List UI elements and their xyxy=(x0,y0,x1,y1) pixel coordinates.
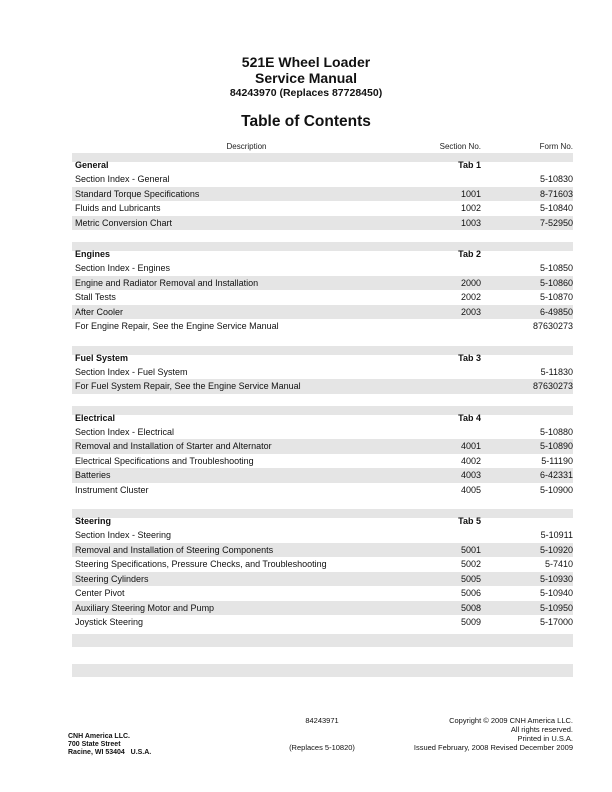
row-section-no xyxy=(421,172,481,187)
footer-replaces: (Replaces 5-10820) xyxy=(289,743,355,752)
section-header-form-blank xyxy=(481,249,573,261)
toc-row xyxy=(72,572,573,587)
toc-row xyxy=(72,439,573,454)
row-section-no: 4005 xyxy=(460,484,481,495)
section-header-row xyxy=(72,353,573,365)
toc-row xyxy=(72,586,573,601)
row-description: Batteries xyxy=(75,470,111,480)
section-name: Electrical xyxy=(75,412,116,423)
row-section-no: 5002 xyxy=(460,559,481,569)
row-section-no: 5006 xyxy=(460,588,481,598)
row-form-no: 5-10911 xyxy=(540,530,573,540)
toc-row xyxy=(72,187,573,202)
row-section-no: 1003 xyxy=(460,217,481,228)
row-section-no xyxy=(421,379,481,394)
toc-section-fuel-system xyxy=(72,346,573,394)
column-header-form-no: Form No. xyxy=(539,142,573,151)
toc-row xyxy=(72,454,573,469)
row-description: After Cooler xyxy=(75,306,124,317)
row-section-no: 1001 xyxy=(460,188,481,199)
row-description: Standard Torque Specifications xyxy=(75,188,200,199)
footer-company-line: Racine, WI 53404 U.S.A. xyxy=(68,749,152,756)
toc-section-electrical xyxy=(72,406,573,498)
row-form-no: 5-11830 xyxy=(540,366,573,377)
row-section-no xyxy=(421,365,481,380)
row-section-no xyxy=(421,528,481,543)
section-tab-label: Tab 4 xyxy=(458,412,481,423)
row-section-no: 4001 xyxy=(460,441,481,451)
toc-table xyxy=(72,142,573,677)
section-header-row xyxy=(72,249,573,261)
toc-row xyxy=(72,276,573,291)
row-section-no xyxy=(421,425,481,440)
column-header-row xyxy=(72,142,573,153)
toc-section-general xyxy=(72,153,573,230)
row-section-no: 1002 xyxy=(460,203,481,213)
manual-title-line2: Service Manual xyxy=(255,70,357,86)
toc-row xyxy=(72,425,573,440)
row-form-no: 5-7410 xyxy=(544,559,573,569)
footer-copyright-line: All rights reserved. xyxy=(510,725,573,734)
section-header-row xyxy=(72,160,573,172)
row-description: Joystick Steering xyxy=(75,617,144,627)
toc-row xyxy=(72,528,573,543)
row-description: Fluids and Lubricants xyxy=(75,203,161,213)
toc-row xyxy=(72,483,573,498)
row-form-no: 5-10900 xyxy=(539,484,573,495)
row-description: Instrument Cluster xyxy=(75,484,149,495)
row-form-no: 87630273 xyxy=(532,381,573,391)
section-name: Engines xyxy=(75,249,111,259)
footer-copyright-line: Issued February, 2008 Revised December 2009 xyxy=(413,743,573,752)
row-form-no: 5-17000 xyxy=(539,617,573,627)
row-description: Steering Specifications, Pressure Checks, and Troubleshooting xyxy=(75,559,327,569)
row-form-no: 5-10940 xyxy=(539,588,573,598)
row-form-no: 5-10930 xyxy=(539,573,573,584)
row-form-no: 6-42331 xyxy=(539,470,573,480)
footer-company-line: 700 State Street xyxy=(68,741,121,748)
row-section-no xyxy=(421,261,481,276)
row-form-no: 5-10830 xyxy=(539,174,573,184)
row-description: Section Index - General xyxy=(75,174,170,184)
row-description: Center Pivot xyxy=(75,588,125,598)
toc-row xyxy=(72,557,573,572)
toc-row xyxy=(72,615,573,630)
toc-row xyxy=(72,216,573,231)
section-header-row xyxy=(72,516,573,528)
section-header-row xyxy=(72,413,573,425)
section-header-form-blank xyxy=(481,516,573,528)
footer-form-number: 84243971 xyxy=(305,716,339,725)
row-form-no: 87630273 xyxy=(532,321,573,331)
section-header-form-blank xyxy=(481,353,573,365)
footer-company-line: CNH America LLC. xyxy=(68,733,130,740)
section-tab-label: Tab 3 xyxy=(458,352,481,363)
row-description: Removal and Installation of Steering Components xyxy=(75,544,274,555)
blank-stripe-row xyxy=(72,634,573,647)
section-name: Steering xyxy=(75,516,112,526)
row-section-no: 5009 xyxy=(460,617,481,627)
manual-title-line1: 521E Wheel Loader xyxy=(241,54,371,70)
footer-company-address xyxy=(68,733,151,757)
row-form-no: 6-49850 xyxy=(539,306,573,317)
section-tab-label: Tab 5 xyxy=(458,516,481,526)
toc-row xyxy=(72,201,573,216)
toc-row xyxy=(72,468,573,483)
row-section-no: 2003 xyxy=(460,306,481,317)
row-description: Section Index - Fuel System xyxy=(75,366,188,377)
toc-row xyxy=(72,261,573,276)
row-description: Steering Cylinders xyxy=(75,573,149,584)
toc-section-steering xyxy=(72,509,573,630)
toc-row xyxy=(72,543,573,558)
blank-stripe-row xyxy=(72,664,573,677)
footer-copyright-line: Printed in U.S.A. xyxy=(517,734,573,743)
section-name: General xyxy=(75,160,109,170)
toc-row xyxy=(72,319,573,334)
row-form-no: 8-71603 xyxy=(539,188,573,199)
title-block xyxy=(0,54,612,131)
row-section-no: 2000 xyxy=(460,277,481,288)
column-header-description: Description xyxy=(226,142,267,151)
section-tab-label: Tab 1 xyxy=(458,160,481,170)
row-section-no: 5005 xyxy=(460,573,481,584)
toc-body xyxy=(72,153,573,677)
row-section-no: 5001 xyxy=(460,544,481,555)
column-header-section-no: Section No. xyxy=(439,142,481,151)
section-header-form-blank xyxy=(481,413,573,425)
row-form-no: 7-52950 xyxy=(539,217,573,228)
row-section-no: 4002 xyxy=(460,455,481,466)
toc-row xyxy=(72,290,573,305)
row-section-no: 2002 xyxy=(460,292,481,302)
row-description: Electrical Specifications and Troubleshooting xyxy=(75,455,254,466)
section-tab-label: Tab 2 xyxy=(458,249,481,259)
toc-row xyxy=(72,379,573,394)
row-form-no: 5-10850 xyxy=(539,263,573,273)
row-form-no: 5-10920 xyxy=(539,544,573,555)
row-form-no: 5-10860 xyxy=(539,277,573,288)
row-description: For Fuel System Repair, See the Engine Service Manual xyxy=(75,381,301,391)
row-description: Section Index - Electrical xyxy=(75,426,175,437)
row-description: Section Index - Engines xyxy=(75,263,171,273)
row-description: Engine and Radiator Removal and Installation xyxy=(75,277,259,288)
row-description: For Engine Repair, See the Engine Service Manual xyxy=(75,321,279,331)
row-description: Auxiliary Steering Motor and Pump xyxy=(75,602,215,613)
row-description: Stall Tests xyxy=(75,292,116,302)
footer-copyright-block xyxy=(414,716,573,752)
row-description: Section Index - Steering xyxy=(75,530,172,540)
row-form-no: 5-10950 xyxy=(539,602,573,613)
toc-row xyxy=(72,305,573,320)
toc-row xyxy=(72,601,573,616)
row-form-no: 5-10890 xyxy=(539,441,573,451)
row-form-no: 5-11190 xyxy=(541,455,573,466)
section-name: Fuel System xyxy=(75,352,129,363)
manual-form-number: 84243970 (Replaces 87728450) xyxy=(229,87,383,99)
row-section-no: 5008 xyxy=(460,602,481,613)
row-form-no: 5-10840 xyxy=(539,203,573,213)
row-description: Metric Conversion Chart xyxy=(75,217,173,228)
row-section-no xyxy=(421,319,481,334)
row-form-no: 5-10870 xyxy=(539,292,573,302)
section-header-form-blank xyxy=(481,160,573,172)
row-section-no: 4003 xyxy=(460,470,481,480)
toc-row xyxy=(72,365,573,380)
toc-row xyxy=(72,172,573,187)
row-form-no: 5-10880 xyxy=(539,426,573,437)
toc-heading: Table of Contents xyxy=(241,113,371,130)
row-description: Removal and Installation of Starter and Alternator xyxy=(75,441,272,451)
footer-copyright-line: Copyright © 2009 CNH America LLC. xyxy=(449,716,573,725)
toc-section-engines xyxy=(72,242,573,334)
